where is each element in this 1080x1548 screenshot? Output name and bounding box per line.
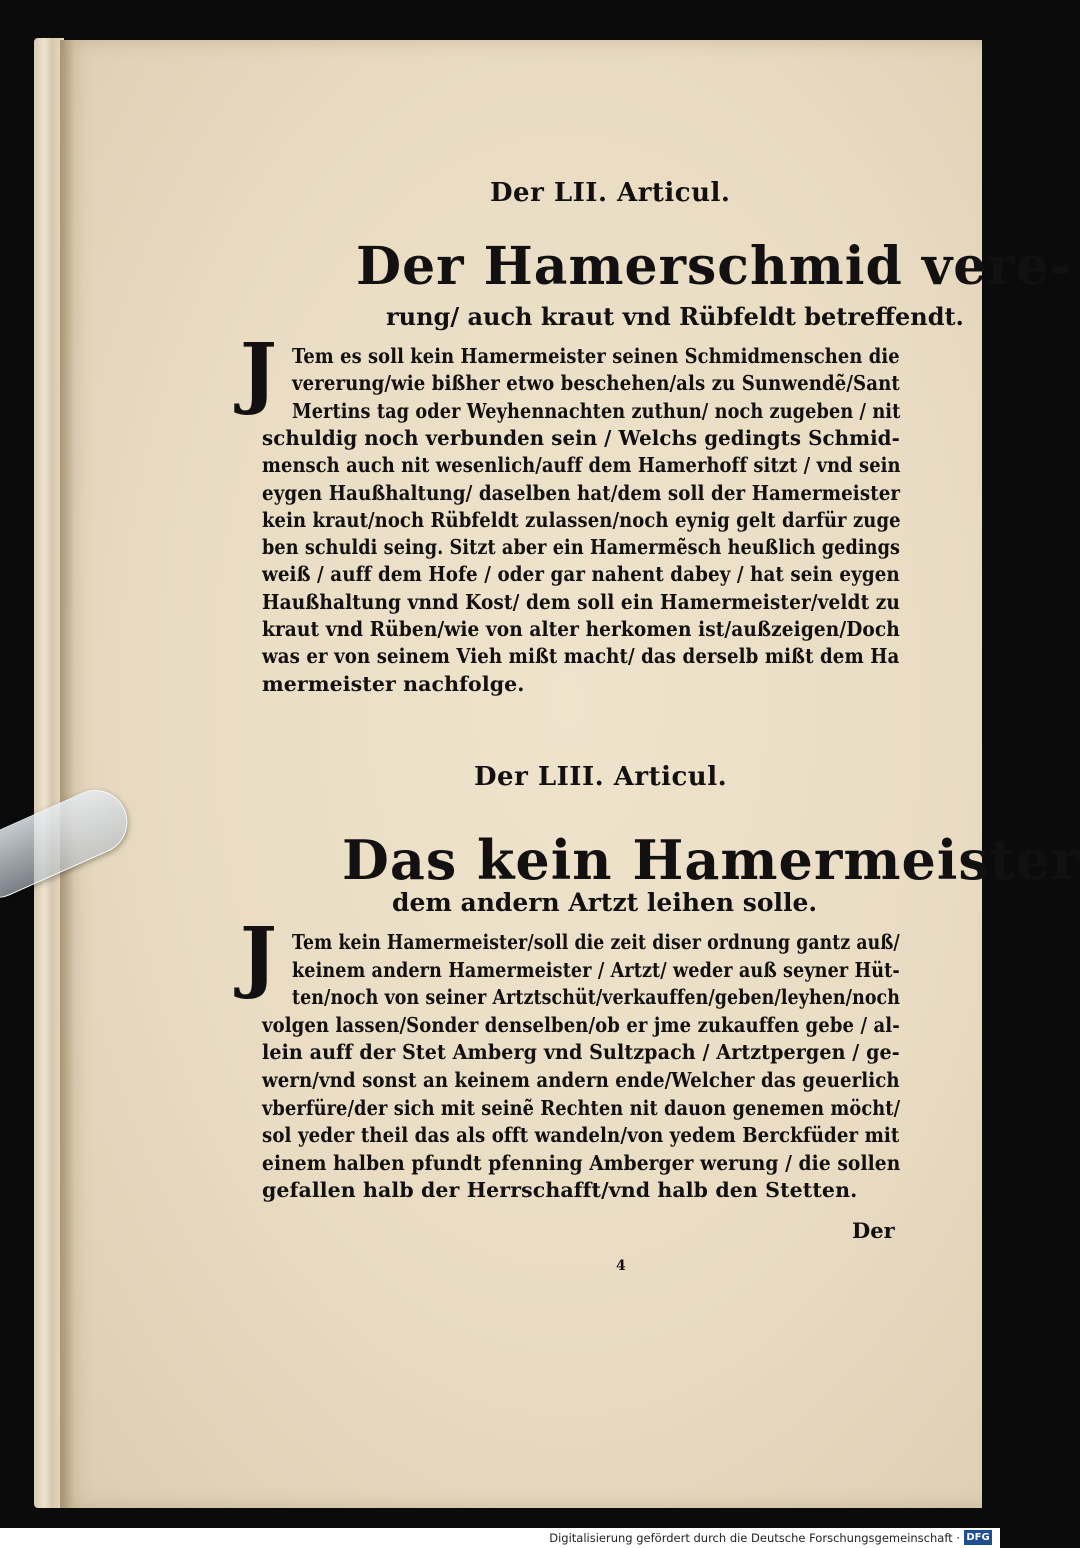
body-line: schuldig noch verbunden sein / Welchs gedingts Schmid-: [262, 425, 900, 450]
page-mark: 4: [616, 1258, 626, 1274]
article-53-title-line-1: Das kein Hamermeister: [342, 828, 1080, 892]
body-line: keinem andern Hamermeister / Artzt/ weder auß seyner Hüt-: [292, 957, 900, 982]
body-line: Tem es soll kein Hamermeister seinen Schmidmenschen die: [292, 344, 900, 368]
body-line: Tem kein Hamermeister/soll die zeit diser ordnung gantz auß/: [292, 930, 900, 954]
body-line: einem halben pfundt pfenning Amberger werung / die sollen: [262, 1150, 901, 1175]
body-line: eygen Haußhaltung/ daselben hat/dem soll der Hamermeister: [262, 480, 901, 505]
body-line: ten/noch von seiner Artztschüt/verkauffen/geben/leyhen/noch: [292, 985, 900, 1010]
body-line: lein auff der Stet Amberg vnd Sultzpach / Artztpergen / ge-: [262, 1040, 900, 1065]
body-line: Haußhaltung vnnd Kost/ dem soll ein Hamermeister/veldt zu: [262, 589, 900, 614]
body-line: wern/vnd sonst an keinem andern ende/Welcher das geuerlich: [262, 1068, 900, 1092]
article-53-title-line-2: dem andern Artzt leihen solle.: [392, 888, 818, 917]
body-line: kraut vnd Rüben/wie von alter herkomen ist/außzeigen/Doch: [262, 617, 900, 641]
dfg-logo: DFG: [964, 1530, 992, 1545]
body-line: gefallen halb der Herrschafft/vnd halb den Stetten.: [262, 1178, 858, 1203]
body-line: sol yeder theil das als offt wandeln/von yedem Berckfüder mit: [262, 1123, 900, 1148]
footer-credit: Digitalisierung gefördert durch die Deutsche Forschungsgemeinschaft ·: [549, 1531, 960, 1545]
body-line: volgen lassen/Sonder denselben/ob er jme zukauffen gebe / al-: [262, 1012, 900, 1037]
page-gutter-shadow: [60, 40, 74, 1508]
article-53-number-heading: Der LIII. Articul.: [474, 762, 728, 792]
body-line: kein kraut/noch Rübfeldt zulassen/noch eynig gelt darfür zuge: [262, 507, 901, 532]
body-line: ben schuldi seing. Sitzt aber ein Hamermẽsch heußlich gedings: [262, 535, 900, 560]
article-52-initial: J: [240, 327, 277, 418]
body-line: vberfüre/der sich mit seinẽ Rechten nit dauon genemen möcht/: [262, 1095, 901, 1120]
body-line: weiß / auff dem Hofe / oder gar nahent dabey / hat sein eygen: [262, 562, 900, 587]
body-line: vererung/wie bißher etwo beschehen/als zu Sunwendẽ/Sant: [292, 371, 900, 396]
body-line: mensch auch nit wesenlich/auff dem Hamerhoff sitzt / vnd sein: [262, 453, 901, 478]
body-line: mermeister nachfolge.: [262, 671, 525, 696]
article-53-initial: J: [240, 911, 277, 1002]
article-52-number-heading: Der LII. Articul.: [490, 178, 731, 208]
catchword: Der: [852, 1218, 895, 1243]
body-line: Mertins tag oder Weyhennachten zuthun/ noch zugeben / nit: [292, 398, 901, 423]
article-52-title-line-2: rung/ auch kraut vnd Rübfeldt betreffendt.: [386, 302, 964, 331]
article-52-title-line-1: Der Hamerschmid vere-: [356, 236, 1073, 297]
body-line: was er von seinem Vieh mißt macht/ das derselb mißt dem Ha: [262, 644, 900, 669]
